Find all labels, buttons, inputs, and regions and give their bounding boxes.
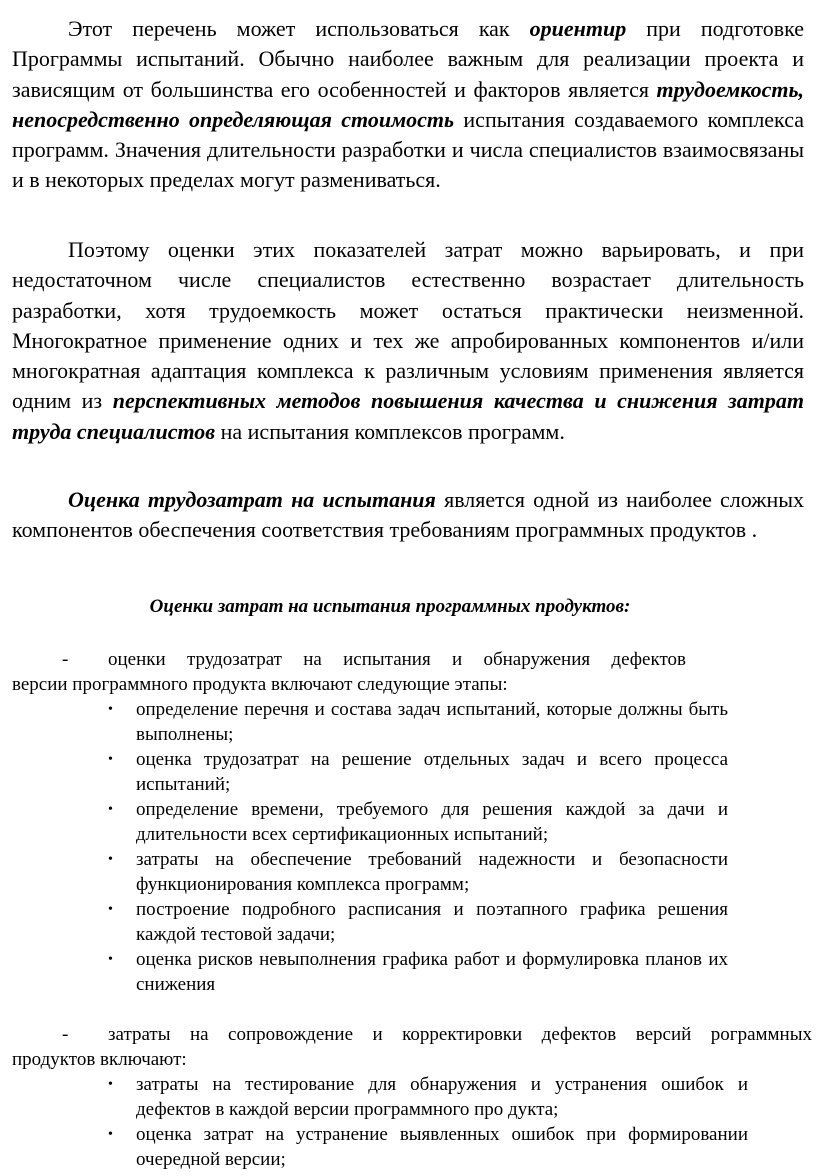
list-item xyxy=(108,1122,748,1172)
dash-marker: - xyxy=(62,1024,69,1045)
list-item xyxy=(108,947,728,997)
list-item-text: оценка трудозатрат на решение отдельных задач и всего процесса испытаний; xyxy=(136,749,728,795)
bullet-icon: • xyxy=(108,802,113,817)
bullet-icon: • xyxy=(108,1127,113,1142)
bullet-icon: • xyxy=(108,1077,113,1092)
list-item-text: затраты на тестирование для обнаружения и устранения ошибок и дефектов в каждой версии программного про дукта; xyxy=(136,1074,748,1120)
paragraph-3-emphasis: Оценка трудозатрат на испытания xyxy=(68,487,436,512)
paragraph-3 xyxy=(12,485,804,546)
paragraph-1-emphasis-b: трудоемкость, непосредственно определяющая стоимость xyxy=(12,76,804,132)
bullet-icon: • xyxy=(108,752,113,767)
paragraph-1-text-b: при подготовке Программы испытаний. Обычно наиболее важным для реализации проекта и зависящим от большинства его особенностей и факторов является xyxy=(12,16,805,102)
list-item xyxy=(108,897,728,947)
list-item-text: затраты на обеспечение требований надежности и безопасности функционирования комплекса программ; xyxy=(136,849,728,895)
dash-item-1-continuation: версии программного продукта включают следующие этапы: xyxy=(12,674,508,695)
dash-item-1 xyxy=(12,647,686,697)
list-item-text: определение перечня и состава задач испытаний, которые должны быть выполнены; xyxy=(136,699,728,745)
paragraph-2 xyxy=(12,235,804,447)
dash-item-2 xyxy=(12,1022,812,1072)
dash-marker: - xyxy=(62,649,69,670)
list-item xyxy=(108,1072,748,1122)
list-item-text: определение времени, требуемого для решения каждой за дачи и длительности всех сертификационных испытаний; xyxy=(136,799,728,845)
paragraph-2-text-a: Поэтому оценки этих показателей затрат можно варьировать, и при недостаточном числе специалистов естественно возрастает длительность разработки, хотя трудоемкость может остаться практически неизменной. Многократное применение одних и тех же апробированных компонентов и/или многократная адаптация комплекса к различным условиям применения является одним из xyxy=(12,237,804,414)
list-item-text: оценка затрат на устранение выявленных ошибок при формировании очередной версии; xyxy=(136,1124,748,1170)
dash-item-2-continuation: продуктов включают: xyxy=(12,1049,187,1070)
section-title: Оценки затрат на испытания программных продуктов: xyxy=(149,596,631,617)
paragraph-1-text-a: Этот перечень может использоваться как xyxy=(68,16,530,41)
dash-item-1-first-line: оценки трудозатрат на испытания и обнаружения дефектов xyxy=(108,649,686,670)
bullet-list-1 xyxy=(108,697,728,997)
bullet-icon: • xyxy=(108,702,113,717)
list-item-text: построение подробного расписания и поэтапного графика решения каждой тестовой задачи; xyxy=(136,899,728,945)
bullet-icon: • xyxy=(108,902,113,917)
list-item xyxy=(108,697,728,747)
list-item xyxy=(108,847,728,897)
paragraph-2-text-b: на испытания комплексов программ. xyxy=(215,418,565,444)
paragraph-3-text: является одной из наиболее сложных компонентов обеспечения соответствия требованиям программных продуктов . xyxy=(12,487,804,543)
list-item-text: оценка рисков невыполнения графика работ и формулировка планов их снижения xyxy=(136,949,728,995)
bullet-list-2 xyxy=(108,1072,748,1172)
paragraph-1-text-c: испытания создаваемого комплекса программ. Значения длительности разработки и числа специалистов взаимосвязаны и в некоторых пределах могут размениваться. xyxy=(12,106,804,193)
bullet-icon: • xyxy=(108,952,113,967)
dash-item-2-first-line: затраты на сопровождение и корректировки дефектов версий рограммных xyxy=(108,1024,812,1045)
list-item xyxy=(108,747,728,797)
list-item xyxy=(108,797,728,847)
paragraph-1 xyxy=(12,14,804,196)
paragraph-1-emphasis-a: ориентир xyxy=(529,16,627,41)
bullet-icon: • xyxy=(108,852,113,867)
paragraph-2-emphasis: перспективных методов повышения качества и снижения затрат труда специалистов xyxy=(12,388,804,444)
